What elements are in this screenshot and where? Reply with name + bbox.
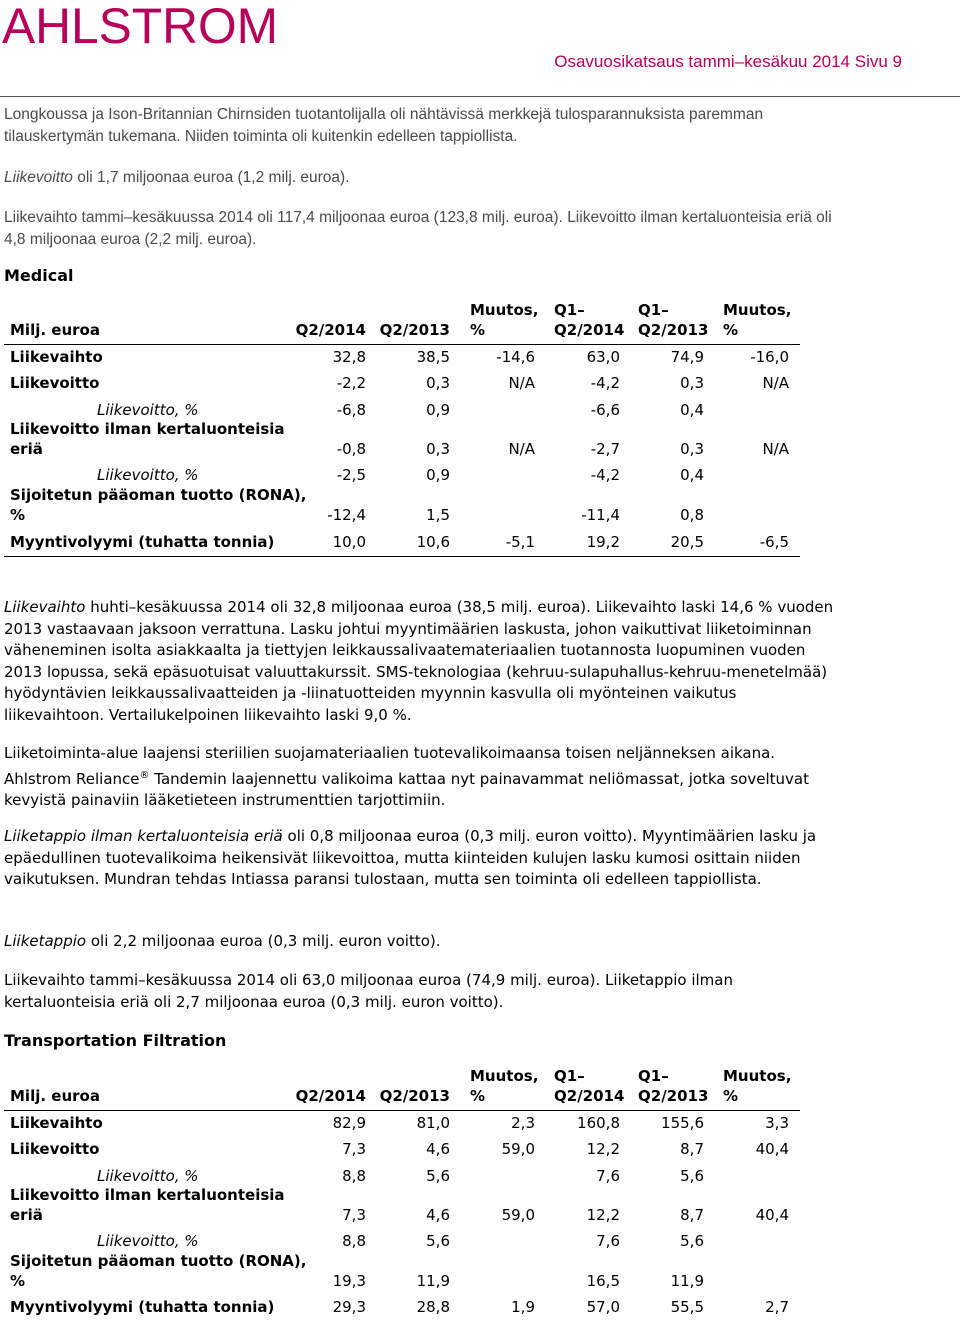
cell: 7,6	[596, 1167, 620, 1185]
cell: 19,3	[332, 1272, 366, 1290]
row-label: Myyntivolyymi (tuhatta tonnia)	[10, 1298, 275, 1316]
cell: 155,6	[661, 1114, 704, 1132]
cell: 11,9	[416, 1272, 450, 1290]
header-label: Milj. euroa	[10, 321, 100, 339]
intro-p2-italic: Liikevoitto	[4, 169, 73, 186]
cell: 63,0	[586, 348, 620, 366]
cell: 160,8	[577, 1114, 620, 1132]
row-label-line-1: Sijoitetun pääoman tuotto (RONA),	[10, 486, 307, 504]
p3-italic: Liiketappio ilman kertaluonteisia eriä	[4, 827, 283, 845]
medical-paragraph-5: Liikevaihto tammi–kesäkuussa 2014 oli 63,0 miljoonaa euroa (74,9 milj. euroa). Liiketappio ilman kertaluonteisia eriä oli 2,7 miljoonaa euroa (0,3 milj. euron voitto).	[4, 971, 733, 1011]
cell: 10,0	[332, 533, 366, 551]
table-row	[4, 1252, 800, 1295]
intro-paragraph-3: Liikevaihto tammi–kesäkuussa 2014 oli 117,4 miljoonaa euroa (123,8 milj. euroa). Liikevoitto ilman kertaluonteisia eriä oli 4,8 miljoonaa euroa (2,2 milj. euroa).	[4, 209, 832, 248]
cell: -6,6	[590, 401, 620, 419]
cell: -14,6	[496, 348, 535, 366]
cell: 40,4	[755, 1140, 789, 1158]
p4-italic: Liiketappio	[4, 932, 87, 950]
cell: 57,0	[586, 1298, 620, 1316]
header-change: Muutos, %	[470, 301, 539, 339]
header-change: Muutos, %	[470, 1067, 539, 1105]
registered-mark: ®	[139, 769, 150, 781]
p2-b: Tandemin laajennettu valikoima kattaa nyt painavammat neliömassat, jotka soveltuvat kevyistä painaviin lääketieteen instrumenttien tarjottimiin.	[4, 769, 809, 809]
medical-paragraph-4	[4, 931, 840, 953]
cell: 8,7	[680, 1140, 704, 1158]
row-label: Liikevoitto, %	[97, 401, 199, 419]
p1-rest: huhti–kesäkuussa 2014 oli 32,8 miljoonaa euroa (38,5 milj. euroa). Liikevaihto laski 14,6 % vuoden 2013 vastaavaan jaksoon verrattuna. Lasku johtui myyntimäärien laskusta, johon vaikuttivat liiketoiminnan väheneminen isolta asiakkaalta ja tiettyjen leikkaussalivaatemateriaalien tuotannosta luopuminen vuoden 2013 lopussa, sekä epäsuotuisat valuuttakurssit. SMS-teknologiaa (kehruu-sulapuhallus-kehruu-menetelmää) hyödyntävien leikkaussalivaatteiden ja -liinatuotteiden myynnin kasvulla oli myönteinen vaikutus liikevaihtoon. Vertailukelpoinen liikevaihto laski 9,0 %.	[4, 598, 834, 724]
cell: -2,5	[336, 466, 366, 484]
cell: 8,8	[342, 1167, 366, 1185]
cell: 38,5	[416, 348, 450, 366]
cell: 0,9	[426, 466, 450, 484]
cell: 10,6	[416, 533, 450, 551]
table-row	[4, 1186, 800, 1229]
header-q1q2-2014: Q1–Q2/2014	[554, 301, 625, 339]
header-q1q2-2013: Q1–Q2/2013	[638, 1067, 709, 1105]
logo-text: AHLSTROM	[2, 2, 278, 46]
cell: 5,6	[426, 1232, 450, 1250]
medical-paragraph-1	[4, 597, 840, 726]
cell: N/A	[762, 374, 789, 392]
row-label: Liikevoitto	[10, 374, 100, 392]
header-q2-2013: Q2/2013	[379, 1087, 450, 1105]
row-label-line-2: %	[10, 1272, 26, 1290]
cell: -2,2	[336, 374, 366, 392]
table-row	[4, 371, 800, 397]
cell: 2,3	[511, 1114, 535, 1132]
cell: 82,9	[332, 1114, 366, 1132]
cell: 59,0	[501, 1140, 535, 1158]
row-label	[10, 1185, 285, 1225]
cell: -16,0	[750, 348, 789, 366]
row-label	[10, 485, 306, 525]
intro-p2-rest: oli 1,7 miljoonaa euroa (1,2 milj. euroa).	[72, 169, 350, 186]
section-title-medical: Medical	[4, 266, 74, 285]
cell: 28,8	[416, 1298, 450, 1316]
cell: 20,5	[670, 533, 704, 551]
row-label-line-2: eriä	[10, 1206, 43, 1224]
cell: N/A	[508, 440, 535, 458]
p1-italic: Liikevaihto	[4, 598, 86, 616]
row-label: Liikevaihto	[10, 348, 103, 366]
header-change-ytd: Muutos, %	[723, 301, 792, 339]
transport-table	[4, 1067, 800, 1321]
cell: 4,6	[426, 1206, 450, 1224]
row-label: Liikevoitto, %	[97, 1232, 199, 1250]
row-label-line-1: Liikevoitto ilman kertaluonteisia	[10, 1186, 285, 1204]
header-change-ytd: Muutos, %	[723, 1067, 792, 1105]
row-label: Liikevoitto	[10, 1140, 100, 1158]
header-q2-2013: Q2/2013	[379, 321, 450, 339]
header-q2-2014: Q2/2014	[295, 321, 366, 339]
cell: -2,7	[590, 440, 620, 458]
cell: 32,8	[332, 348, 366, 366]
cell: N/A	[762, 440, 789, 458]
cell: 4,6	[426, 1140, 450, 1158]
row-label-line-1: Liikevoitto ilman kertaluonteisia	[10, 420, 285, 438]
cell: 5,6	[426, 1167, 450, 1185]
row-label-line-2: eriä	[10, 440, 43, 458]
cell: 19,2	[586, 533, 620, 551]
cell: -0,8	[336, 440, 366, 458]
intro-paragraph-2	[4, 167, 350, 189]
cell: 0,3	[426, 374, 450, 392]
cell: 12,2	[586, 1140, 620, 1158]
cell: 7,6	[596, 1232, 620, 1250]
p4-rest: oli 2,2 miljoonaa euroa (0,3 milj. euron voitto).	[86, 932, 441, 950]
row-label: Liikevoitto, %	[97, 466, 199, 484]
cell: 0,3	[680, 374, 704, 392]
cell: 0,4	[680, 466, 704, 484]
cell: 5,6	[680, 1167, 704, 1185]
cell: 16,5	[586, 1272, 620, 1290]
row-label	[10, 1251, 306, 1291]
medical-paragraph-3	[4, 826, 840, 891]
cell: 0,3	[426, 440, 450, 458]
p2-a: Liiketoiminta-alue laajensi steriilien suojamateriaalien tuotevalikoimaansa toisen neljänneksen aikana. Ahlstrom Reliance	[4, 744, 776, 788]
header-q1q2-2014: Q1–Q2/2014	[554, 1067, 625, 1105]
cell: 74,9	[670, 348, 704, 366]
table-header-row	[4, 302, 800, 344]
cell: N/A	[508, 374, 535, 392]
header-q1q2-2013: Q1–Q2/2013	[638, 301, 709, 339]
intro-paragraph-1: Longkoussa ja Ison-Britannian Chirnsiden tuotantolijalla oli nähtävissä merkkejä tulosparannuksista paremman tilauskertymän tukemana. Niiden toiminta oli kuitenkin edelleen tappiollista.	[4, 106, 764, 145]
cell: 8,7	[680, 1206, 704, 1224]
p3-rest: oli 0,8 miljoonaa euroa (0,3 milj. euron voitto). Myyntimäärien lasku ja epäedullinen tuotevalikoima heikensivät liikevoittoa, mutta kiinteiden kulujen lasku kumosi osittain niiden vaikutuksen. Mundran tehdas Intiassa paransi tulostaan, mutta sen toiminta oli edelleen tappiollista.	[4, 827, 817, 888]
ahlstrom-logo	[2, 2, 282, 46]
table-row	[4, 1137, 800, 1163]
cell: 12,2	[586, 1206, 620, 1224]
table-row	[4, 420, 800, 463]
page-header: Osavuosikatsaus tammi–kesäkuu 2014 Sivu 9	[554, 52, 902, 71]
cell: 0,9	[426, 401, 450, 419]
cell: 3,3	[765, 1114, 789, 1132]
header-label: Milj. euroa	[10, 1087, 100, 1105]
cell: 1,5	[426, 506, 450, 524]
cell: -5,1	[505, 533, 535, 551]
cell: 8,8	[342, 1232, 366, 1250]
cell: 5,6	[680, 1232, 704, 1250]
cell: 55,5	[670, 1298, 704, 1316]
table-row	[4, 486, 800, 529]
row-label: Liikevaihto	[10, 1114, 103, 1132]
table-bottom-rule	[4, 556, 800, 557]
row-label	[10, 419, 285, 459]
section-title-transportation: Transportation Filtration	[4, 1031, 227, 1050]
table-row	[4, 345, 800, 371]
row-label-line-1: Sijoitetun pääoman tuotto (RONA),	[10, 1252, 307, 1270]
cell: 81,0	[416, 1114, 450, 1132]
table-row	[4, 1295, 800, 1321]
cell: -12,4	[327, 506, 366, 524]
cell: 2,7	[765, 1298, 789, 1316]
cell: 40,4	[755, 1206, 789, 1224]
cell: 1,9	[511, 1298, 535, 1316]
header-rule	[0, 96, 960, 97]
cell: -4,2	[590, 466, 620, 484]
cell: 0,4	[680, 401, 704, 419]
cell: -11,4	[581, 506, 620, 524]
table-row	[4, 529, 800, 556]
table-header-row	[4, 1067, 800, 1110]
medical-table	[4, 302, 800, 557]
cell: 59,0	[501, 1206, 535, 1224]
cell: 0,8	[680, 506, 704, 524]
cell: -6,8	[336, 401, 366, 419]
cell: 11,9	[670, 1272, 704, 1290]
cell: 0,3	[680, 440, 704, 458]
row-label: Liikevoitto, %	[97, 1167, 199, 1185]
cell: -6,5	[759, 533, 789, 551]
cell: 29,3	[332, 1298, 366, 1316]
row-label-line-2: %	[10, 506, 26, 524]
row-label: Myyntivolyymi (tuhatta tonnia)	[10, 533, 275, 551]
table-row	[4, 1111, 800, 1137]
header-q2-2014: Q2/2014	[295, 1087, 366, 1105]
cell: -4,2	[590, 374, 620, 392]
cell: 7,3	[342, 1206, 366, 1224]
medical-paragraph-2	[4, 743, 840, 812]
cell: 7,3	[342, 1140, 366, 1158]
